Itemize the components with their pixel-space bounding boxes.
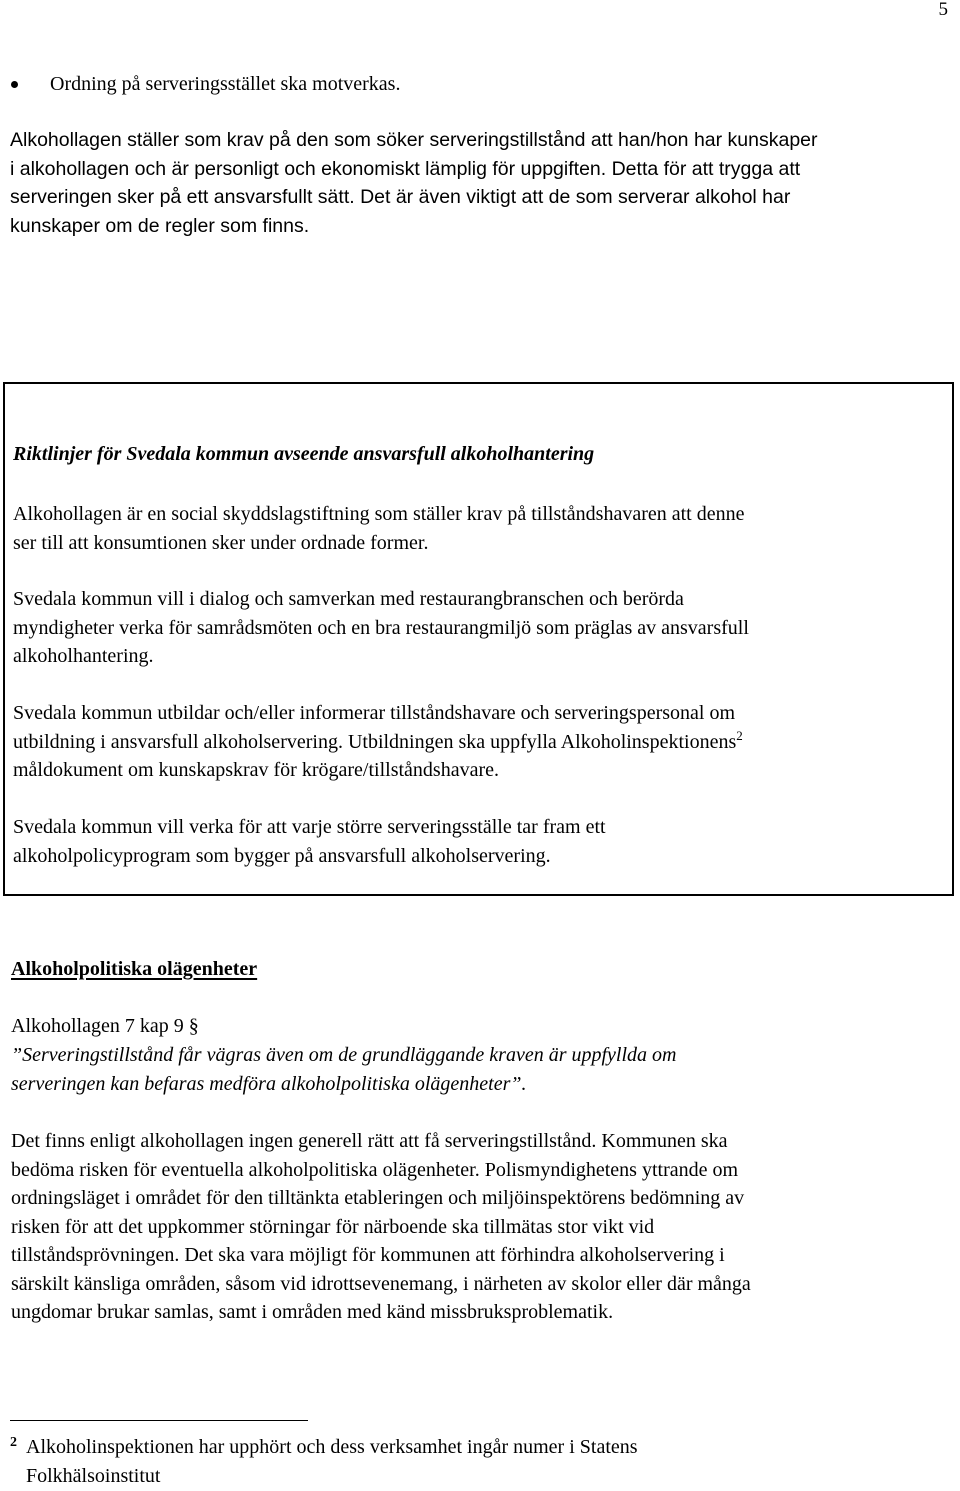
footnote-line: Folkhälsoinstitut [26,1465,161,1487]
footnote-text [26,1433,638,1491]
guidelines-paragraph-3 [13,699,943,785]
page-number: 5 [938,0,948,20]
section-heading: Alkoholpolitiska olägenheter [11,958,258,980]
footnote-divider [10,1420,308,1421]
text-line: Svedala kommun vill verka för att varje större serveringsställe tar fram ett [13,816,606,838]
bullet-icon [11,81,18,88]
text-line: alkoholpolicyprogram som bygger på ansvarsfull alkoholservering. [13,844,551,867]
text-line: myndigheter verka för samrådsmöten och en bra restaurangmiljö som präglas av ansvarsfull [13,616,749,639]
guidelines-box [3,382,954,896]
text-line: Svedala kommun vill i dialog och samverkan med restaurangbranschen och berörda [13,588,684,610]
text-fragment: utbildning i ansvarsfull alkoholservering. Utbildningen ska uppfylla Alkoholinspektionens [13,730,737,753]
footnote-mark: 2 [10,1435,17,1450]
text-line: tillståndsprövningen. Det ska vara möjligt för kommunen att förhindra alkoholservering i [11,1244,725,1266]
guidelines-heading: Riktlinjer för Svedala kommun avseende ansvarsfull alkoholhantering [13,443,595,465]
intro-line: Alkohollagen ställer som krav på den som söker serveringstillstånd att han/hon har kunskaper [10,129,818,151]
law-quote [11,1041,677,1098]
text-line: Svedala kommun utbildar och/eller informerar tillståndshavare och serveringspersonal om [13,702,736,724]
quote-line: serveringen kan befaras medföra alkoholpolitiska olägenheter”. [11,1072,527,1095]
text-line: Alkohollagen är en social skyddslagstiftning som ställer krav på tillståndshavaren att denne [13,503,745,525]
footnote-line: Alkoholinspektionen har upphört och dess verksamhet ingår numer i Statens [26,1436,638,1458]
bullet-text: Ordning på serveringsstället ska motverkas. [50,73,401,95]
footnote-reference[interactable]: 2 [736,727,743,743]
body-paragraph [11,1127,751,1327]
text-line: alkoholhantering. [13,645,154,667]
text-line: risken för att det uppkommer störningar för närboende ska tillmätas stor vikt vid [11,1215,655,1238]
text-line: måldokument om kunskapskrav för krögare/tillståndshavare. [13,759,499,781]
intro-line: kunskaper om de regler som finns. [10,214,310,237]
text-line: bedöma risken för eventuella alkoholpolitiska olägenheter. Polismyndighetens yttrande om [11,1158,739,1181]
intro-line: i alkohollagen och är personligt och ekonomiskt lämplig för uppgiften. Detta för att trygga att [10,157,801,180]
guidelines-paragraph-1 [13,500,943,557]
text-line: ser till att konsumtionen sker under ordnade former. [13,531,429,554]
text-line [13,728,943,757]
law-reference: Alkohollagen 7 kap 9 § [11,1015,199,1037]
text-line: ungdomar brukar samlas, samt i områden med känd missbruksproblematik. [11,1301,614,1323]
intro-paragraph [10,126,940,240]
guidelines-paragraph-2 [13,585,943,671]
guidelines-paragraph-4 [13,813,943,870]
text-line: särskilt känsliga områden, såsom vid idrottsevenemang, i närheten av skolor eller där många [11,1272,751,1295]
text-line: ordningsläget i området för den tilltänkta etableringen och miljöinspektörens bedömning av [11,1187,745,1209]
intro-line: serveringen sker på ett ansvarsfullt sätt. Det är även viktigt att de som serverar alkohol har [10,186,791,208]
quote-line: ”Serveringstillstånd får vägras även om de grundläggande kraven är uppfyllda om [11,1044,677,1066]
text-line: Det finns enligt alkohollagen ingen generell rätt att få serveringstillstånd. Kommunen ska [11,1130,728,1152]
